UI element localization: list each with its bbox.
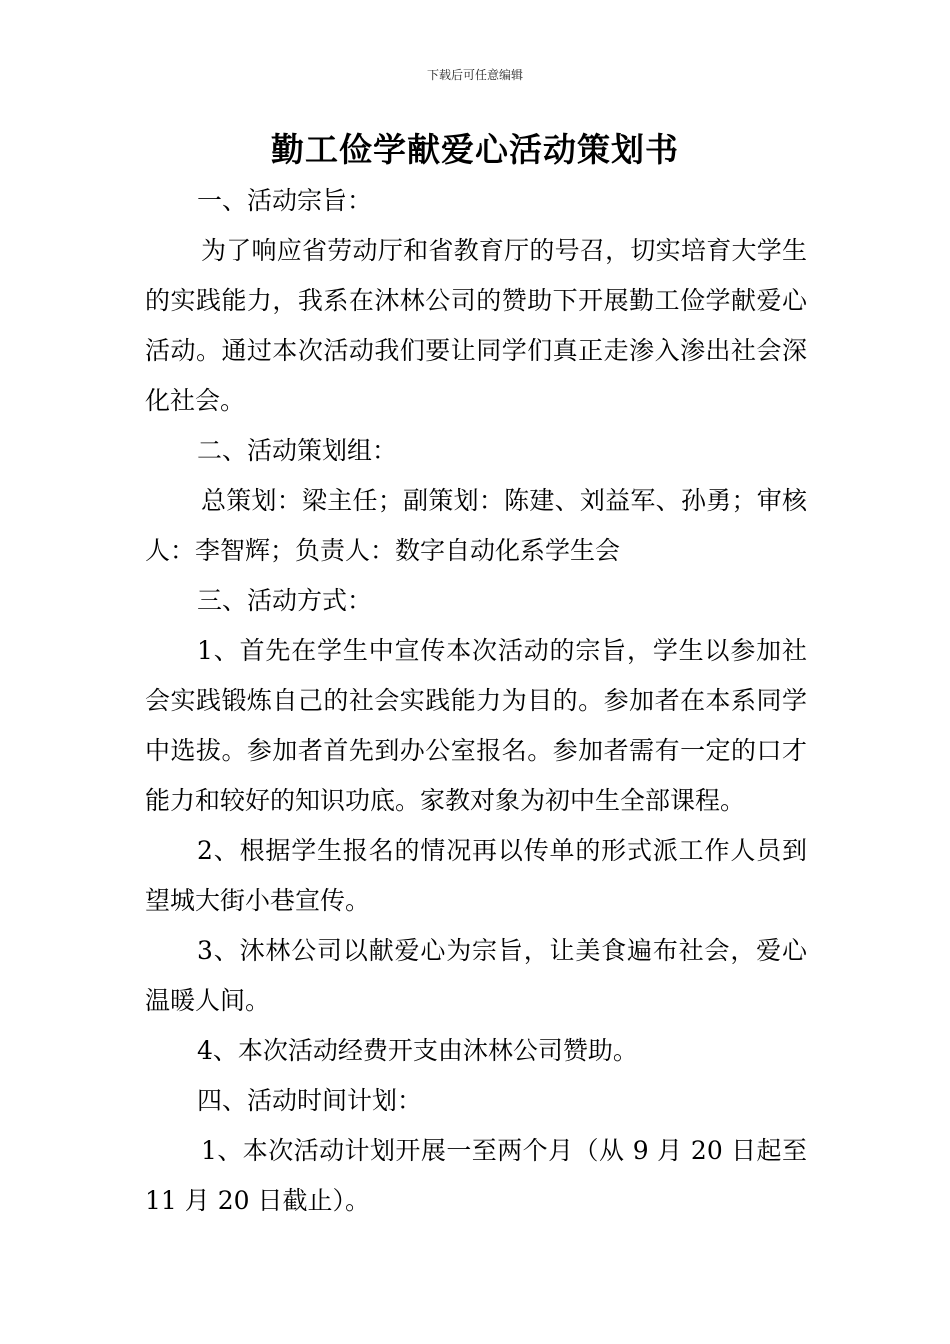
paragraph-method-3: 3、沐林公司以献爱心为宗旨，让美食遍布社会，爱心温暖人间。 [145, 936, 807, 1015]
section-heading-method: 三、活动方式： [197, 586, 373, 615]
paragraph-purpose: 为了响应省劳动厅和省教育厅的号召，切实培育大学生的实践能力，我系在沐林公司的赞助下开展勤工俭学献爱心活动。通过本次活动我们要让同学们真正走渗入渗出社会深化社会。 [145, 236, 807, 415]
paragraph-method-4: 4、本次活动经费开支由沐林公司赞助。 [197, 1036, 638, 1065]
header-note: 下载后可任意编辑 [426, 68, 523, 82]
section-heading-planning-group: 二、活动策划组： [197, 436, 398, 465]
paragraph-method-2: 2、根据学生报名的情况再以传单的形式派工作人员到望城大街小巷宣传。 [145, 836, 807, 915]
paragraph-method-1: 1、首先在学生中宣传本次活动的宗旨，学生以参加社会实践锻炼自己的社会实践能力为目的。参加者在本系同学中选拔。参加者首先到办公室报名。参加者需有一定的口才能力和较好的知识功底。家教对象为初中生全部课程。 [145, 636, 807, 815]
section-heading-purpose: 一、活动宗旨： [197, 186, 373, 215]
paragraph-schedule-1: 1、本次活动计划开展一至两个月（从 9 月 20 日起至 11 月 20 日截止）。 [145, 1136, 807, 1215]
document-title: 勤工俭学献爱心活动策划书 [271, 130, 679, 169]
document-body [145, 176, 807, 1226]
section-heading-schedule: 四、活动时间计划： [197, 1086, 423, 1115]
paragraph-planning-group: 总策划：梁主任；副策划：陈建、刘益军、孙勇；审核人：李智辉；负责人：数字自动化系学生会 [145, 486, 807, 565]
